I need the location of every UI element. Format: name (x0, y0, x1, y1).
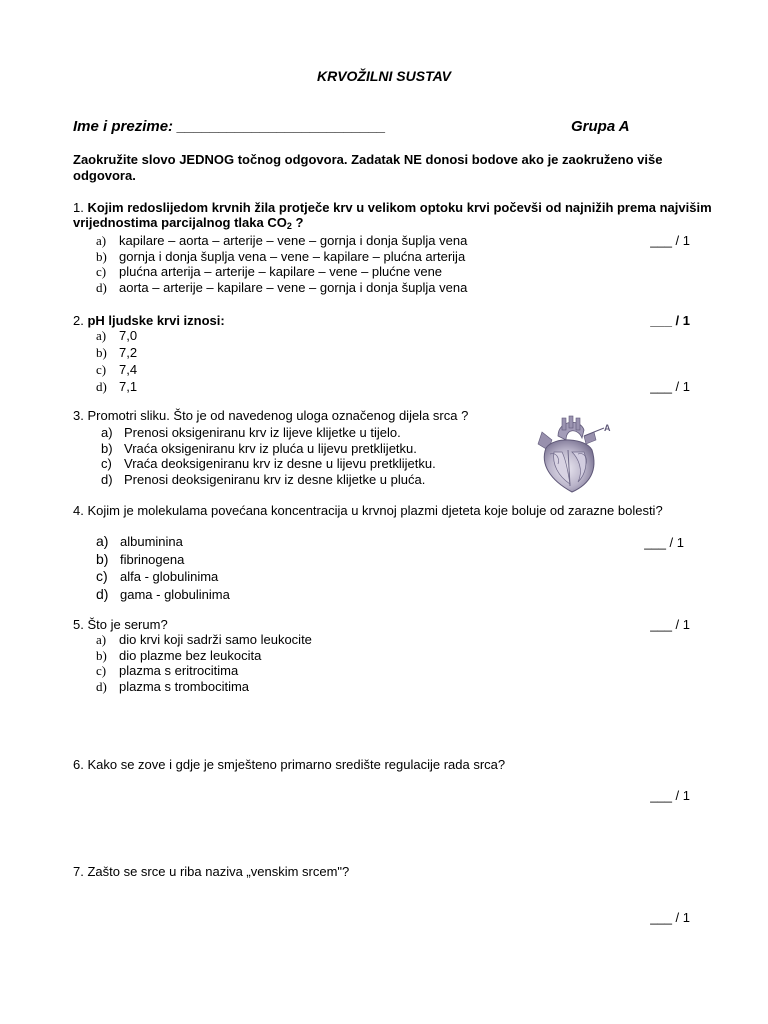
question-6 (73, 757, 713, 772)
answer-option[interactable]: a) Prenosi oksigeniranu krv iz lijeve klijetke u tijelo. (101, 425, 401, 440)
question-4 (73, 503, 693, 518)
question-number: 2. (73, 313, 84, 328)
question-number: 5. (73, 617, 84, 632)
question-2 (73, 313, 713, 328)
question-5 (73, 617, 713, 632)
question-text: Kojim redoslijedom krvnih žila protječe krv u velikom optoku krvi počevši od najnižih prema najvišim vrijednostima parcijalnog tlaka $CO_2$ ? (73, 200, 712, 231)
score-q7: ___ / 1 (650, 910, 690, 925)
score-q5: ___ / 1 (650, 617, 690, 632)
question-number: 1. (73, 200, 84, 215)
score-q6: ___ / 1 (650, 788, 690, 803)
question-text: pH ljudske krvi iznosi: (87, 313, 225, 328)
score-q2-bottom: ___ / 1 (650, 379, 690, 394)
score-q2: ___ / 1 (650, 313, 690, 328)
answer-option[interactable]: d) aorta – arterije – kapilare – vene – gornja i donja šuplja vena (96, 279, 468, 295)
answer-option[interactable]: c) plazma s eritrocitima (96, 663, 239, 678)
figure-label: A (604, 423, 611, 433)
question-text: Zašto se srce u riba naziva „venskim srcem"? (87, 864, 350, 879)
answer-option[interactable]: c) 7,4 (96, 362, 138, 377)
answer-option[interactable]: d) 7,1 (96, 379, 138, 394)
answer-option[interactable]: b) 7,2 (96, 345, 138, 360)
page-title: KRVOŽILNI SUSTAV (316, 68, 452, 84)
name-field-label: Ime i prezime: _________________________ (73, 118, 386, 135)
question-7 (73, 864, 713, 879)
options-q1 (96, 233, 636, 295)
question-number: 7. (73, 864, 84, 879)
score-q1: ___ / 1 (650, 233, 690, 248)
question-text: Što je serum? (87, 617, 168, 632)
answer-option[interactable]: b) Vraća oksigeniranu krv iz pluća u lijevu pretklijetku. (101, 440, 417, 456)
heart-illustration (528, 414, 618, 496)
instructions: Zaokružite slovo JEDNOG točnog odgovora. Zadatak NE donosi bodove ako je zaokruženo više odgovora. (73, 152, 663, 183)
question-text: Kojim je molekulama povećana koncentracija u krvnoj plazmi djeteta koje boluje od zarazne bolesti? (87, 503, 663, 518)
options-q2 (96, 328, 396, 396)
question-number: 3. (73, 408, 84, 423)
answer-option[interactable]: b) gornja i donja šuplja vena – vene – kapilare – plućna arterija (96, 248, 466, 264)
answer-option[interactable]: c) Vraća deoksigeniranu krv iz desne u lijevu pretklijetku. (101, 456, 436, 471)
answer-option[interactable]: a) kapilare – aorta – arterije – vene – gornja i donja šuplja vena (96, 233, 468, 248)
answer-option[interactable]: b) dio plazme bez leukocita (96, 647, 262, 663)
question-text: Promotri sliku. Što je od navedenog uloga označenog dijela srca ? (87, 408, 469, 423)
answer-option[interactable]: d) plazma s trombocitima (96, 678, 250, 694)
options-q3 (101, 425, 531, 487)
question-1 (73, 200, 713, 234)
answer-option[interactable]: c) plućna arterija – arterije – kapilare – vene – plućne vene (96, 264, 443, 279)
options-q5 (96, 632, 456, 694)
answer-option[interactable]: b) fibrinogena (96, 550, 185, 567)
answer-option[interactable]: a) dio krvi koji sadrži samo leukocite (96, 632, 312, 647)
group-label: Grupa A (571, 118, 630, 135)
question-number: 6. (73, 757, 84, 772)
answer-option[interactable]: d) Prenosi deoksigeniranu krv iz desne klijetke u pluća. (101, 471, 426, 487)
answer-option[interactable]: a) albuminina (96, 533, 183, 549)
question-number: 4. (73, 503, 84, 518)
answer-option[interactable]: d) gama - globulinima (96, 585, 230, 602)
answer-option[interactable]: a) 7,0 (96, 328, 138, 343)
question-text: Kako se zove i gdje je smješteno primarno središte regulacije rada srca? (87, 757, 506, 772)
score-q4: ___ / 1 (644, 535, 684, 550)
answer-option[interactable]: c) alfa - globulinima (96, 568, 219, 584)
heart-figure (528, 414, 618, 496)
options-q4 (96, 534, 396, 604)
